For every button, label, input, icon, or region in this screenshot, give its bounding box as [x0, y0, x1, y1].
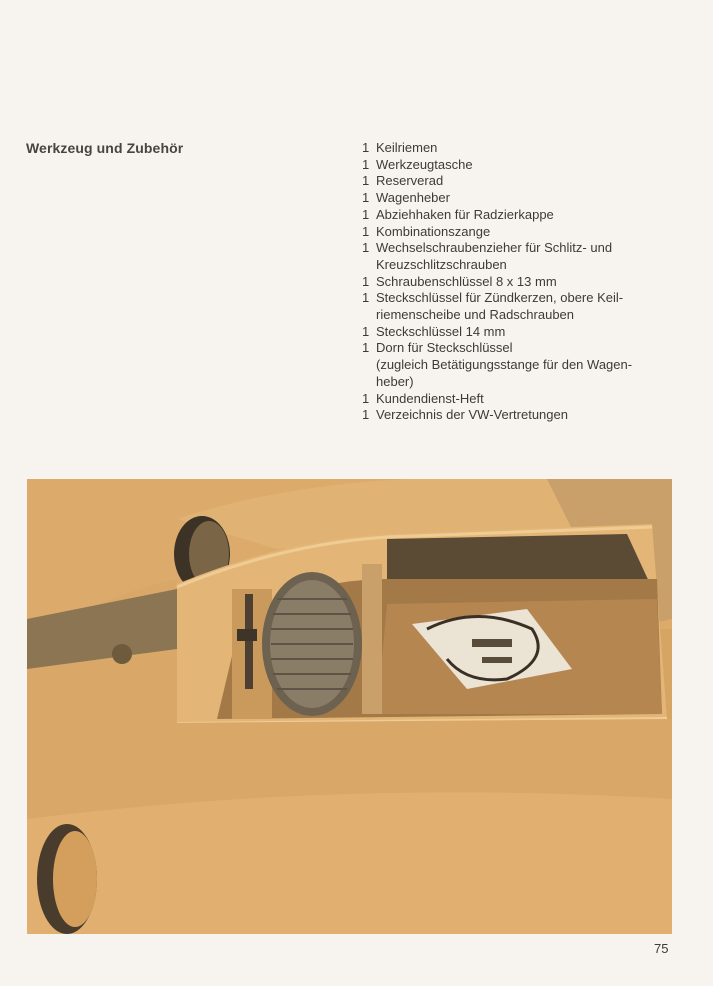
item-text: Keilriemen	[376, 140, 438, 155]
list-item	[362, 240, 682, 273]
list-item	[362, 290, 682, 323]
item-quantity: 1	[362, 390, 370, 406]
item-text: Reserverad	[376, 173, 444, 189]
item-text: (zugleich Betätigungsstange für den Wagen-	[376, 357, 633, 373]
item-quantity: 1	[362, 323, 370, 339]
item-text: Wagenheber	[376, 190, 450, 206]
list-item	[362, 173, 682, 190]
list-item	[362, 340, 682, 390]
item-quantity: 1	[362, 240, 370, 256]
list-item	[362, 407, 682, 424]
list-item	[362, 140, 682, 157]
item-text: Werkzeugtasche	[376, 156, 473, 172]
item-text: Verzeichnis der VW-Vertretungen	[376, 407, 568, 423]
list-item	[362, 207, 682, 224]
item-text: heber)	[376, 373, 414, 389]
list-item	[362, 224, 682, 241]
item-text: Steckschlüssel für Zündkerzen, obere Keil-	[376, 290, 624, 306]
item-quantity: 1	[362, 290, 370, 306]
item-quantity: 1	[362, 407, 370, 423]
item-text: Abziehhaken für Radzierkappe	[376, 206, 554, 222]
item-quantity: 1	[362, 156, 370, 172]
item-quantity: 1	[362, 140, 370, 155]
trunk-photo	[27, 479, 672, 934]
item-text: Kombinationszange	[376, 223, 491, 239]
item-quantity: 1	[362, 340, 370, 356]
item-text: Steckschlüssel 14 mm	[376, 323, 506, 339]
list-item	[362, 157, 682, 174]
item-quantity: 1	[362, 173, 370, 189]
item-quantity: 1	[362, 273, 370, 289]
list-item	[362, 274, 682, 291]
item-text: Kreuzschlitzschrauben	[376, 256, 507, 272]
list-item	[362, 391, 682, 408]
item-quantity: 1	[362, 190, 370, 206]
list-item	[362, 190, 682, 207]
list-item	[362, 324, 682, 341]
item-text: riemenscheibe und Radschrauben	[376, 307, 575, 323]
item-text: Kundendienst-Heft	[376, 390, 484, 406]
item-quantity: 1	[362, 223, 370, 239]
section-heading: Werkzeug und Zubehör	[26, 140, 184, 156]
page-number: 75	[654, 941, 669, 956]
item-quantity: 1	[362, 206, 370, 222]
item-text: Schraubenschlüssel 8 x 13 mm	[376, 273, 557, 289]
item-text: Wechselschraubenzieher für Schlitz- und	[376, 240, 613, 256]
tool-list	[362, 140, 682, 424]
item-text: Dorn für Steckschlüssel	[376, 340, 513, 356]
